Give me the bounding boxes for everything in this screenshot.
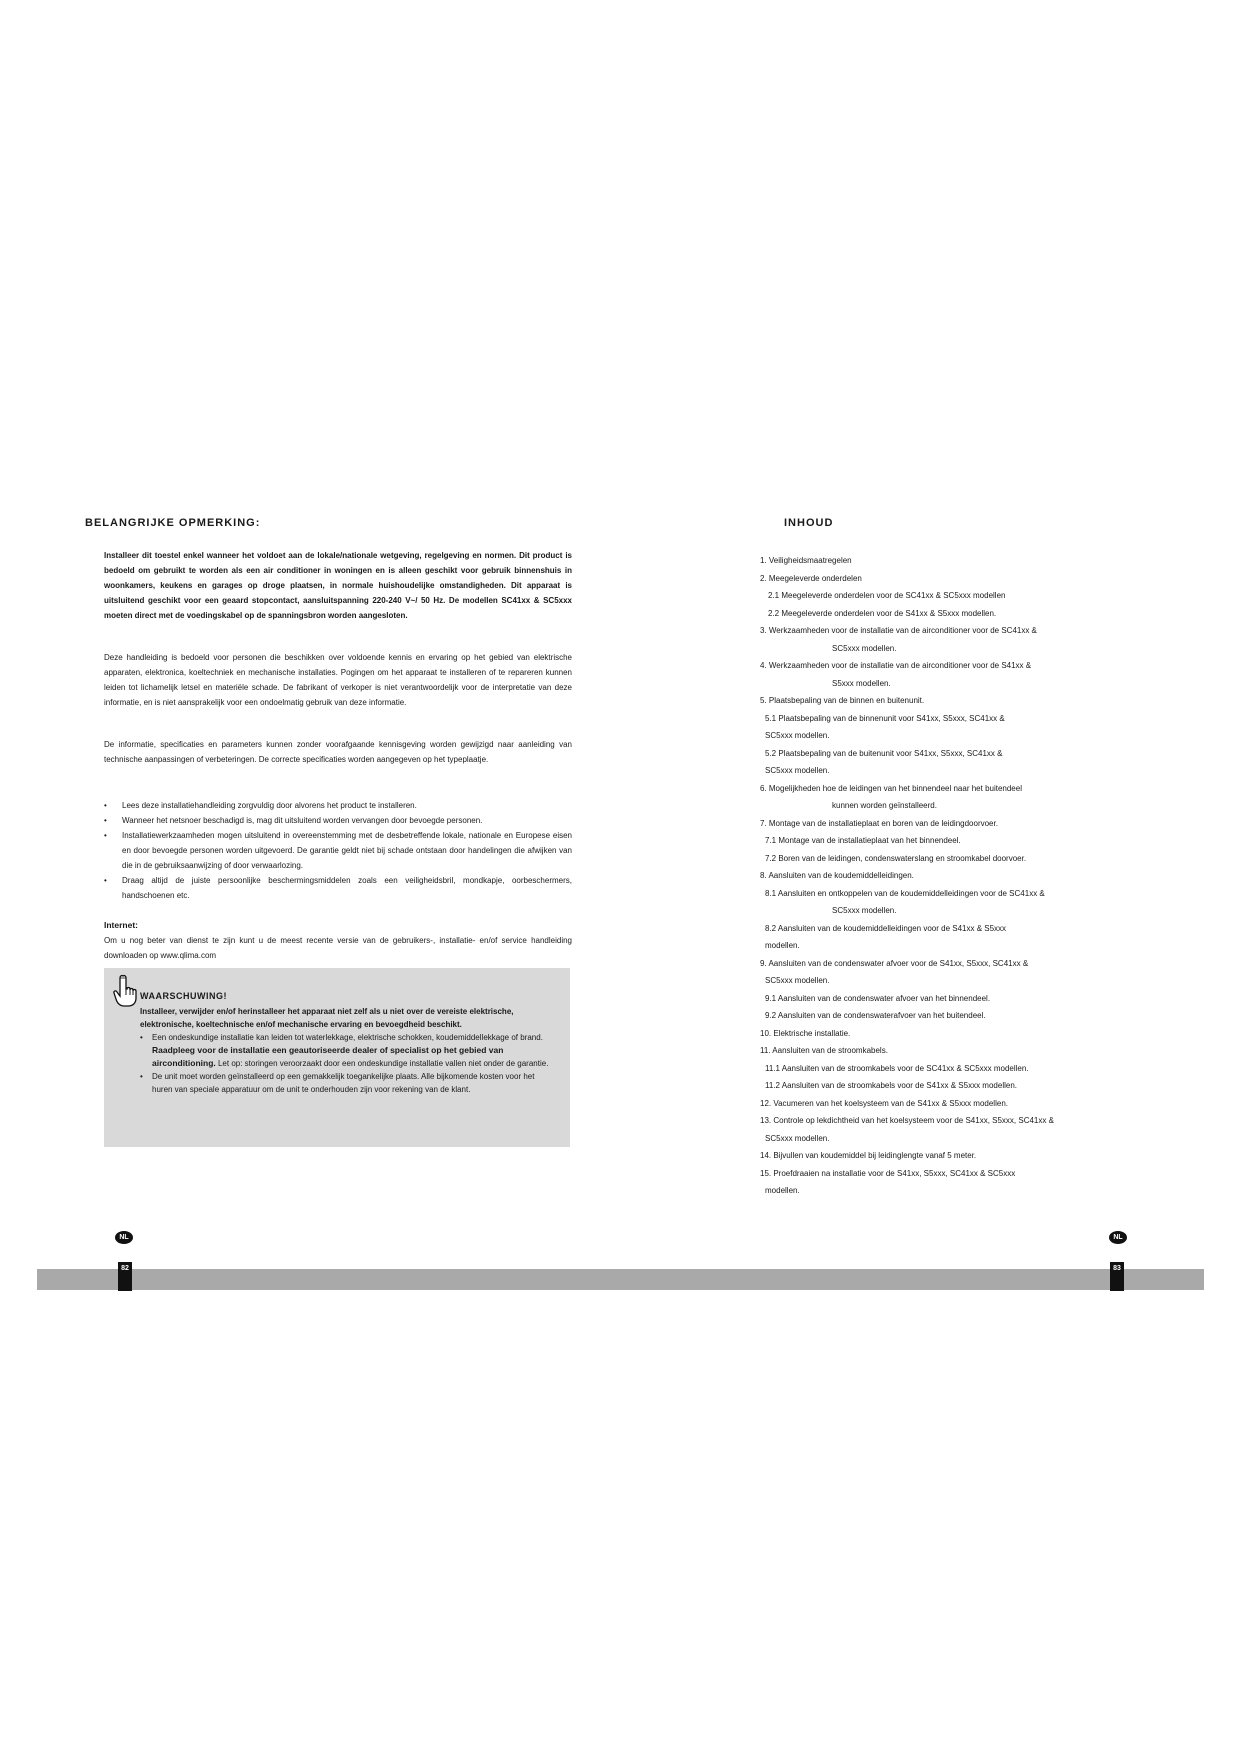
warning-content [140,990,552,1096]
toc-item[interactable]: 5.1 Plaatsbepaling van de binnenunit voor S41xx, S5xxx, SC41xx & [765,713,1005,723]
toc-item[interactable]: SC5xxx modellen. [765,976,830,985]
toc-item[interactable]: modellen. [765,941,800,950]
page-number: 83 [1110,1262,1124,1291]
list-item: • Draag altijd de juiste persoonlijke beschermingsmiddelen zoals een veiligheidsbril, mondkapje, oorbeschermers, handschoenen etc. [104,876,572,900]
list-item: • Installatiewerkzaamheden mogen uitsluitend in overeenstemming met de desbetreffende lokale, nationale en Europese eisen en door bevoegde personen worden uitgevoerd. De garantie geldt niet bij schade ontstaan door handelingen die afwijken van die in de gebruiksaanwijzing of door verwaarlozing. [104,831,572,870]
audience-paragraph: Deze handleiding is bedoeld voor personen die beschikken over voldoende kennis en ervaring op het gebied van elektrische apparaten, elektronica, koeltechniek en mechanische installaties. Pogingen om het apparaat te installeren of te repareren kunnen leiden tot lichamelijk letsel en materiële schade. De fabrikant of verkoper is niet verantwoordelijk voor de interpretatie van deze informatie, en is niet aansprakelijk voor een ondoelmatig gebruik van deze informatie. [104,653,572,707]
internet-text: Om u nog beter van dienst te zijn kunt u de meest recente versie van de gebruikers-, installatie- en/of service handleiding downloaden op www.qlima.com [104,936,572,960]
internet-title: Internet: [104,920,138,930]
toc-item[interactable]: 8.1 Aansluiten en ontkoppelen van de koudemiddelleidingen voor de SC41xx & [765,888,1045,898]
toc-item[interactable]: 7.1 Montage van de installatieplaat van het binnendeel. [765,836,961,845]
language-badge: NL [1109,1231,1127,1244]
toc-item[interactable]: SC5xxx modellen. [765,766,830,775]
internet-section [104,918,572,963]
warning-lead: Installeer, verwijder en/of herinstalleer het apparaat niet zelf als u niet over de vereiste elektrische, elektronische, koeltechnische en/of mechanische ervaring en bevoegdheid beschikt. [140,1007,514,1029]
toc-item[interactable]: 2.2 Meegeleverde onderdelen voor de S41xx & S5xxx modellen. [768,608,997,618]
toc-item[interactable]: SC5xxx modellen. [765,731,830,740]
toc-item[interactable]: kunnen worden geïnstalleerd. [832,801,937,810]
page-number: 82 [118,1262,132,1291]
intro-paragraph: Installeer dit toestel enkel wanneer het voldoet aan de lokale/nationale wetgeving, regelgeving en normen. Dit product is bedoeld om gebruikt te worden als een air conditioner in woningen en is alleen geschikt voor gebruik binnenshuis in woonkamers, keukens en garages op droge plaatsen, in normale huishoudelijke omstandigheden. Dit apparaat is uitsluitend geschikt voor een geaard stopcontact, aansluitspanning 220-240 V~/ 50 Hz. De modellen SC41xx & SC5xxx moeten direct met de voedingskabel op de spanningsbron worden aangesloten. [104,551,572,620]
warning-title: WAARSCHUWING! [140,991,227,1001]
toc-item[interactable]: 13. Controle op lekdichtheid van het koelsysteem voor de S41xx, S5xxx, SC41xx & [760,1116,1054,1125]
list-item: • Lees deze installatiehandleiding zorgvuldig door alvorens het product te installeren. [104,801,417,810]
toc-item[interactable]: modellen. [765,1186,800,1195]
toc-item[interactable]: 5.2 Plaatsbepaling van de buitenunit voor S41xx, S5xxx, SC41xx & [765,748,1003,758]
pointing-hand-icon [112,974,138,1008]
toc-item[interactable]: 11.2 Aansluiten van de stroomkabels voor de S41xx & S5xxx modellen. [765,1081,1017,1090]
toc-item[interactable]: 8. Aansluiten van de koudemiddelleidingen. [760,871,914,880]
toc-item[interactable]: 2. Meegeleverde onderdelen [760,573,862,583]
list-item: • Wanneer het netsnoer beschadigd is, mag dit uitsluitend worden vervangen door bevoegde personen. [104,816,483,825]
toc-item[interactable]: 7.2 Boren van de leidingen, condenswaterslang en stroomkabel doorvoer. [765,853,1027,863]
right-page [620,0,1241,1754]
list-item: • Een ondeskundige installatie kan leiden tot waterlekkage, elektrische schokken, koudemiddellekkage of brand. Raadpleeg voor de installatie een geautoriseerde dealer of specialist op het gebied van airconditioning. Let op: storingen veroorzaakt door een ondeskundige installatie vallen niet onder de garantie. [140,1033,549,1068]
warning-box [104,968,570,1147]
toc-item[interactable]: 11. Aansluiten van de stroomkabels. [760,1046,888,1055]
toc-item[interactable]: 2.1 Meegeleverde onderdelen voor de SC41xx & SC5xxx modellen [768,591,1006,600]
specifications-paragraph: De informatie, specificaties en parameters kunnen zonder voorafgaande kennisgeving worden gewijzigd naar aanleiding van technische aanpassingen of verbeteringen. De correcte specificaties worden aangegeven op het typeplaatje. [104,740,572,764]
left-page [0,0,620,1754]
toc-item[interactable]: SC5xxx modellen. [832,906,897,915]
toc-item[interactable]: 3. Werkzaamheden voor de installatie van de airconditioner voor de SC41xx & [760,626,1037,635]
toc-item[interactable]: 14. Bijvullen van koudemiddel bij leidinglengte vanaf 5 meter. [760,1151,977,1160]
right-heading: INHOUD [784,517,834,529]
toc-item[interactable]: 8.2 Aansluiten van de koudemiddelleidingen voor de S41xx & S5xxx [765,923,1007,933]
toc-item[interactable]: 6. Mogelijkheden hoe de leidingen van het binnendeel naar het buitendeel [760,783,1022,793]
warning-list [140,1031,552,1096]
left-heading: BELANGRIJKE OPMERKING: [85,517,261,529]
language-badge: NL [115,1231,133,1244]
toc-item[interactable]: 9.1 Aansluiten van de condenswater afvoer van het binnendeel. [765,993,991,1003]
toc-item[interactable]: 15. Proefdraaien na installatie voor de S41xx, S5xxx, SC41xx & SC5xxx [760,1168,1016,1178]
list-item: • De unit moet worden geïnstalleerd op een gemakkelijk toegankelijke plaats. Alle bijkomende kosten voor het huren van speciale apparatuur om de unit te onderhouden zijn voor rekening van de klant. [140,1072,535,1094]
toc-item[interactable]: 11.1 Aansluiten van de stroomkabels voor de SC41xx & SC5xxx modellen. [765,1063,1029,1073]
footer-bar [37,1269,1204,1290]
toc-item[interactable]: 9. Aansluiten van de condenswater afvoer voor de S41xx, S5xxx, SC41xx & [760,958,1029,968]
toc-item[interactable]: 5. Plaatsbepaling van de binnen en buitenunit. [760,696,925,705]
toc-item[interactable]: SC5xxx modellen. [765,1133,830,1143]
toc-item[interactable]: 12. Vacumeren van het koelsysteem van de S41xx & S5xxx modellen. [760,1098,1008,1108]
toc-item[interactable]: 1. Veiligheidsmaatregelen [760,556,852,565]
toc-item[interactable]: S5xxx modellen. [832,678,891,688]
toc-item[interactable]: SC5xxx modellen. [832,643,897,653]
toc-item[interactable]: 7. Montage van de installatieplaat en boren van de leidingdoorvoer. [760,818,998,828]
toc-item[interactable]: 4. Werkzaamheden voor de installatie van de airconditioner voor de S41xx & [760,661,1032,670]
safety-bullet-list [104,798,572,903]
table-of-contents [760,552,1200,1200]
toc-item[interactable]: 10. Elektrische installatie. [760,1028,851,1038]
toc-item[interactable]: 9.2 Aansluiten van de condenswaterafvoer van het buitendeel. [765,1011,986,1020]
